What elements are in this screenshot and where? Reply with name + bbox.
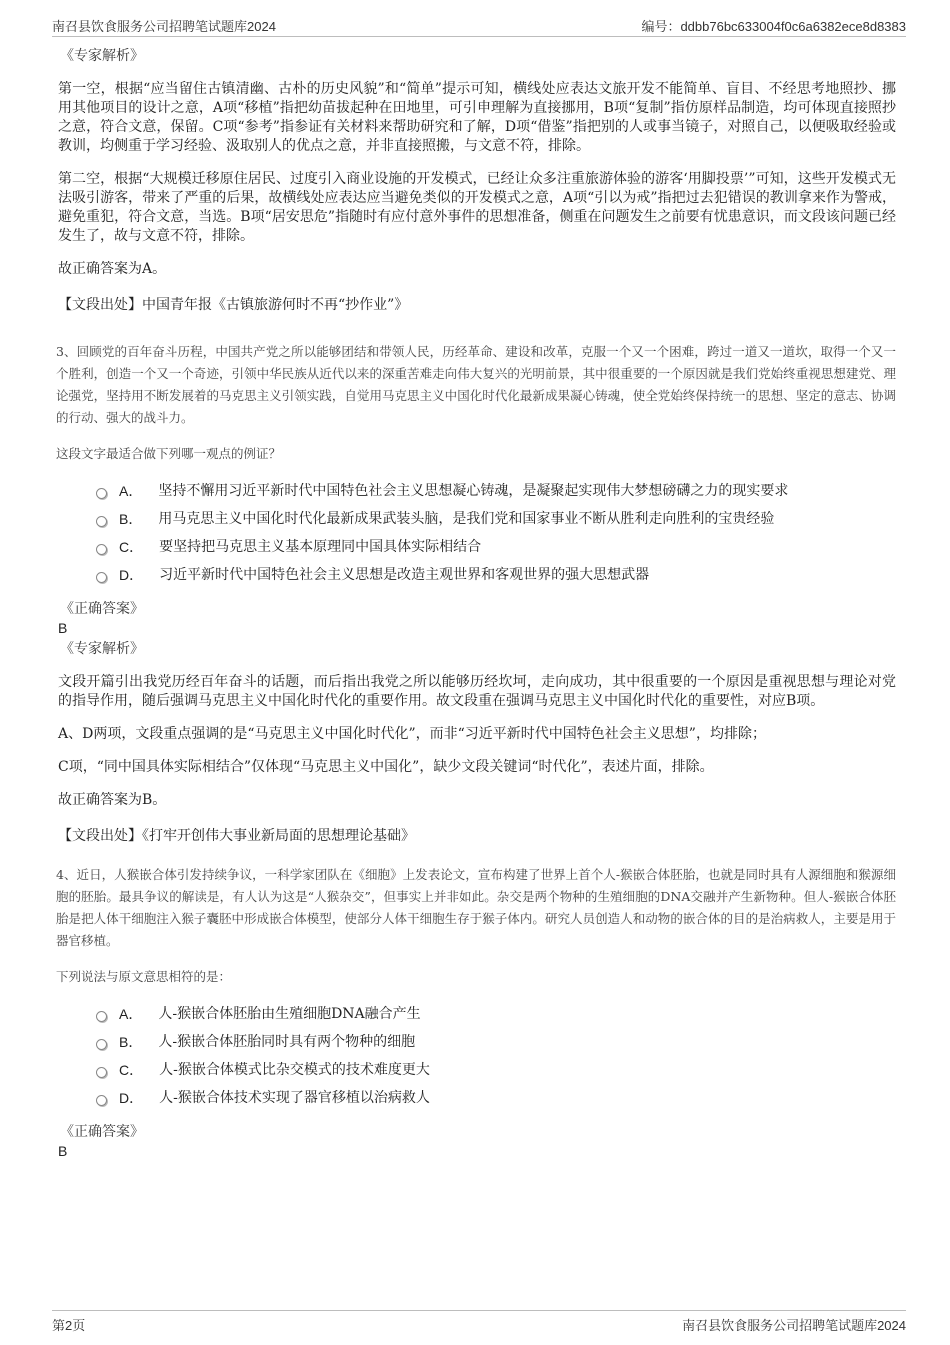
q4-answer-label: 《正确答案》 <box>60 1124 144 1140</box>
q2-analysis-paragraph: 第二空，根据“大规模迁移原住居民、过度引入商业设施的开发模式，已经让众多注重旅游体验的游客‘用脚投票’”可知，这些开发模式无法吸引游客，带来了严重的后果，故横线处应表达应当避免类似的开发模式之意，A项“引以为戒”指把过去犯错误的教训拿来作为警戒，避免重犯，符合文意，当选。B项“居安思危”指随时有应付意外事件的思想准备，侧重在问题发生之前要有忧患意识，而文段该问题已经发生了，故与文意不符，排除。 <box>58 171 896 244</box>
page-content <box>56 44 896 1160</box>
q2-source: 【文段出处】中国青年报《古镇旅游何时不再“抄作业”》 <box>58 297 409 313</box>
q3-option-b[interactable] <box>96 505 896 533</box>
q3-analysis-paragraph: A、D两项，文段重点强调的是“马克思主义中国化时代化”，而非“习近平新时代中国特色社会主义思想”，均排除； <box>58 726 766 742</box>
footer-page-number: 第2页 <box>52 1318 86 1333</box>
option-label: B． <box>119 1034 143 1050</box>
option-label: C． <box>119 1062 144 1078</box>
q3-analysis-paragraph: C项，“同中国具体实际相结合”仅体现“马克思主义中国化”，缺少文段关键词“时代化”，表述片面，排除。 <box>58 759 714 775</box>
q3-answer-label: 《正确答案》 <box>60 601 144 617</box>
option-label: C． <box>119 539 144 555</box>
header-title: 南召县饮食服务公司招聘笔试题库2024 <box>52 19 276 34</box>
option-text: 要坚持把马克思主义基本原理同中国具体实际相结合 <box>159 539 482 555</box>
radio-button-icon[interactable] <box>96 1011 107 1022</box>
q3-expert-label: 《专家解析》 <box>60 641 144 657</box>
page-footer <box>52 1310 906 1333</box>
q3-option-c[interactable] <box>96 533 896 561</box>
option-label: A． <box>119 1006 143 1022</box>
q3-analysis-paragraph: 故正确答案为B。 <box>58 792 167 808</box>
option-text: 用马克思主义中国化时代化最新成果武装头脑，是我们党和国家事业不断从胜利走向胜利的宝贵经验 <box>158 511 775 527</box>
q4-prompt: 下列说法与原文意思相符的是： <box>56 969 232 984</box>
header-doc-id: 编号：ddbb76bc633004f0c6a6382ece8d8383 <box>641 19 906 34</box>
radio-button-icon[interactable] <box>96 1095 107 1106</box>
q2-analysis-paragraph: 第一空，根据“应当留住古镇清幽、古朴的历史风貌”和“简单”提示可知，横线处应表达文旅开发不能简单、盲目、不经思考地照抄、挪用其他项目的设计之意，A项“移植”指把幼苗拔起种在田地里，可引申理解为直接挪用，B项“复制”指仿原样品制造，均可体现直接照抄之意，符合文意，保留。C项“参考”指参证有关材料来帮助研究和了解，D项“借鉴”指把别的人或事当镜子，对照自己，以便吸取经验或教训，均侧重于学习经验、汲取别人的优点之意，并非直接照搬，与文意不符，排除。 <box>58 81 896 154</box>
radio-button-icon[interactable] <box>96 544 107 555</box>
q4-options <box>96 1000 896 1112</box>
option-label: A． <box>119 483 143 499</box>
q2-analysis-paragraph: 故正确答案为A。 <box>58 261 167 277</box>
radio-button-icon[interactable] <box>96 488 107 499</box>
q3-answer: B <box>58 620 68 636</box>
option-label: B． <box>119 511 143 527</box>
radio-button-icon[interactable] <box>96 572 107 583</box>
radio-button-icon[interactable] <box>96 1067 107 1078</box>
q3-source: 【文段出处】《打牢开创伟大事业新局面的思想理论基础》 <box>58 828 415 844</box>
q4-option-c[interactable] <box>96 1056 896 1084</box>
option-text: 人-猴嵌合体胚胎由生殖细胞DNA融合产生 <box>158 1006 421 1022</box>
page-header <box>52 14 906 37</box>
q2-expert-label: 《专家解析》 <box>60 48 144 64</box>
option-text: 人-猴嵌合体胚胎同时具有两个物种的细胞 <box>158 1034 416 1050</box>
q3-option-a[interactable] <box>96 477 896 505</box>
q3-analysis-paragraph: 文段开篇引出我党历经百年奋斗的话题，而后指出我党之所以能够历经坎坷，走向成功，其中很重要的一个原因是重视思想与理论对党的指导作用，随后强调马克思主义中国化时代化的重要作用。故文段重在强调马克思主义中国化时代化的重要性，对应B项。 <box>58 674 896 709</box>
q3-option-d[interactable] <box>96 561 896 589</box>
q3-question-text: 3、回顾党的百年奋斗历程，中国共产党之所以能够团结和带领人民，历经革命、建设和改革，克服一个又一个困难，跨过一道又一道坎，取得一个又一个胜利，创造一个又一个奇迹，引领中华民族从近代以来的深重苦难走向伟大复兴的光明前景，其中很重要的一个原因就是我们党始终重视思想建党、理论强党，坚持用不断发展着的马克思主义引领实践，自觉用马克思主义中国化时代化最新成果凝心铸魂，使全党始终保持统一的思想、坚定的意志、协调的行动、强大的战斗力。 <box>56 344 896 425</box>
q4-answer: B <box>58 1143 68 1159</box>
option-text: 人-猴嵌合体技术实现了器官移植以治病救人 <box>159 1090 430 1106</box>
q3-prompt: 这段文字最适合做下列哪一观点的例证？ <box>56 446 282 461</box>
q3-options <box>96 477 896 589</box>
option-label: D． <box>119 1090 144 1106</box>
q4-option-a[interactable] <box>96 1000 896 1028</box>
option-text: 习近平新时代中国特色社会主义思想是改造主观世界和客观世界的强大思想武器 <box>159 567 650 583</box>
option-label: D． <box>119 567 144 583</box>
q4-question-text: 4、近日，人猴嵌合体引发持续争议，一科学家团队在《细胞》上发表论文，宣布构建了世界上首个人-猴嵌合体胚胎，也就是同时具有人源细胞和猴源细胞的胚胎。最具争议的解读是，有人认为这是“人猴杂交”，但事实上并非如此。杂交是两个物种的生殖细胞的DNA交融并产生新物种。但人-猴嵌合体胚胎是把人体干细胞注入猴子囊胚中形成嵌合体模型，使部分人体干细胞生存于猴子体内。研究人员创造人和动物的嵌合体的目的是治病救人，主要是用于器官移植。 <box>56 867 896 948</box>
option-text: 坚持不懈用习近平新时代中国特色社会主义思想凝心铸魂，是凝聚起实现伟大梦想磅礴之力的现实要求 <box>158 483 789 499</box>
q4-option-d[interactable] <box>96 1084 896 1112</box>
radio-button-icon[interactable] <box>96 1039 107 1050</box>
q4-option-b[interactable] <box>96 1028 896 1056</box>
radio-button-icon[interactable] <box>96 516 107 527</box>
footer-title: 南召县饮食服务公司招聘笔试题库2024 <box>682 1318 906 1333</box>
option-text: 人-猴嵌合体模式比杂交模式的技术难度更大 <box>159 1062 430 1078</box>
